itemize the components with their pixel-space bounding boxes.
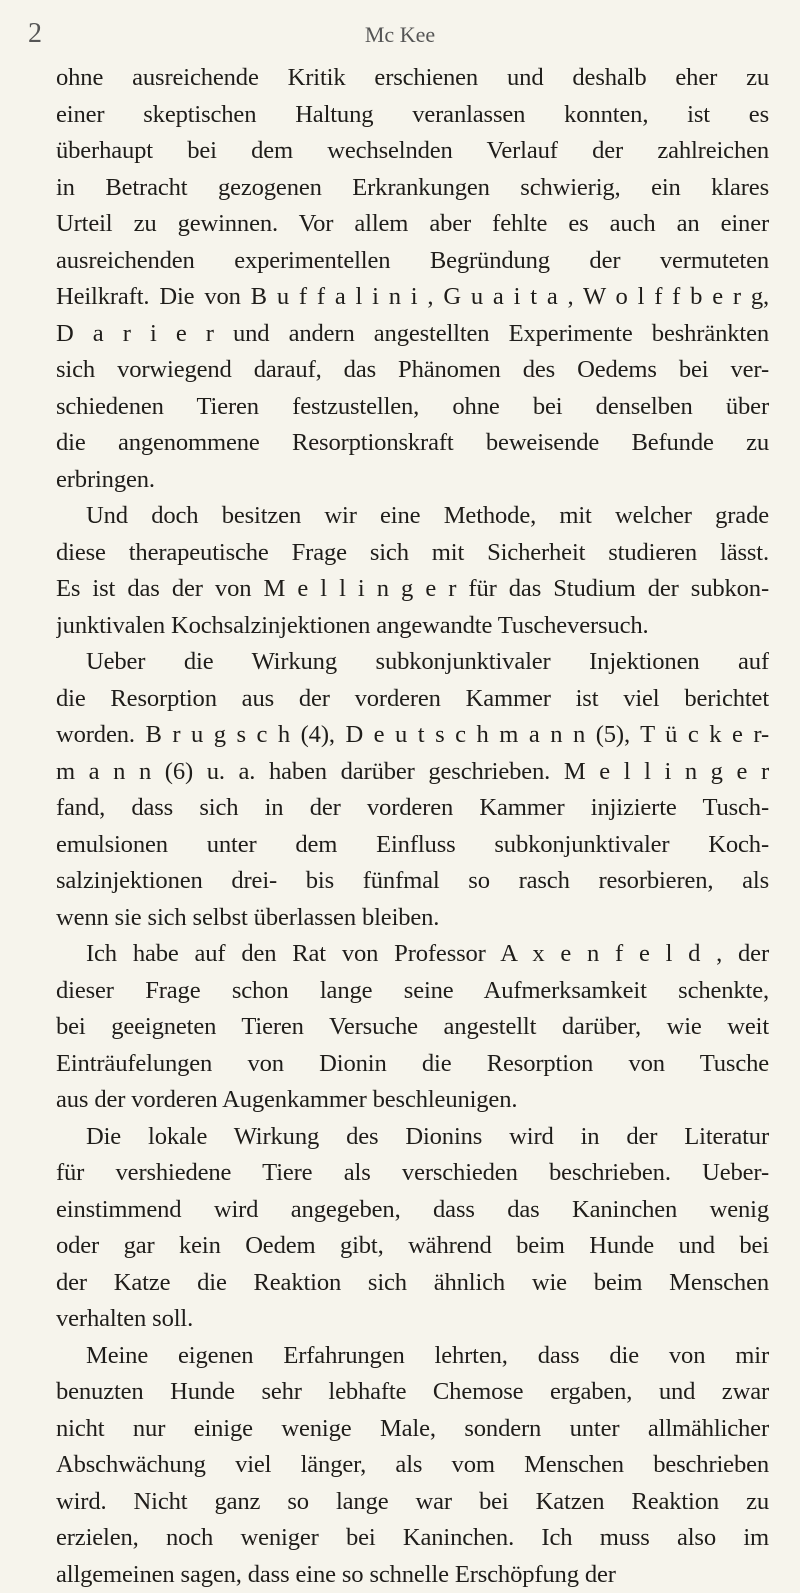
text-line: erbringen.: [56, 462, 769, 499]
text-line: schiedenen Tieren festzustellen, ohne bei denselben über: [56, 389, 769, 426]
text-line: ohne ausreichende Kritik erschienen und deshalb eher zu: [56, 60, 769, 97]
text-line: worden. B r u g s c h (4), D e u t s c h m a n n (5), T ü c k e r-: [56, 717, 769, 754]
text-line: salzinjektionen drei- bis fünfmal so rasch resorbieren, als: [56, 863, 769, 900]
text-line: nicht nur einige wenige Male, sondern unter allmählicher: [56, 1411, 769, 1448]
text-line: sich vorwiegend darauf, das Phänomen des Oedems bei ver-: [56, 352, 769, 389]
text-line: für vershiedene Tiere als verschieden beschrieben. Ueber-: [56, 1155, 769, 1192]
text-line: einstimmend wird angegeben, dass das Kaninchen wenig: [56, 1192, 769, 1229]
text-line: Meine eigenen Erfahrungen lehrten, dass die von mir: [56, 1338, 769, 1375]
text-line: einer skeptischen Haltung veranlassen konnten, ist es: [56, 97, 769, 134]
paragraph: [56, 60, 769, 498]
paragraph: [56, 498, 769, 644]
text-line: Heilkraft. Die von B u f f a l i n i , G u a i t a , W o l f f b e r g,: [56, 279, 769, 316]
text-line: Die lokale Wirkung des Dionins wird in der Literatur: [56, 1119, 769, 1156]
text-line: bei geeigneten Tieren Versuche angestellt darüber, wie weit: [56, 1009, 769, 1046]
text-line: emulsionen unter dem Einfluss subkonjunktivaler Koch-: [56, 827, 769, 864]
text-line: allgemeinen sagen, dass eine so schnelle Erschöpfung der: [56, 1557, 769, 1593]
page-number: 2: [28, 18, 42, 50]
text-line: aus der vorderen Augenkammer beschleunigen.: [56, 1082, 769, 1119]
text-line: wird. Nicht ganz so lange war bei Katzen Reaktion zu: [56, 1484, 769, 1521]
text-line: wenn sie sich selbst überlassen bleiben.: [56, 900, 769, 937]
text-line: fand, dass sich in der vorderen Kammer injizierte Tusch-: [56, 790, 769, 827]
text-line: Und doch besitzen wir eine Methode, mit welcher grade: [56, 498, 769, 535]
text-line: ausreichenden experimentellen Begründung der vermuteten: [56, 243, 769, 280]
paragraph: [56, 1338, 769, 1593]
text-line: D a r i e r und andern angestellten Experimente beshränkten: [56, 316, 769, 353]
text-line: oder gar kein Oedem gibt, während beim Hunde und bei: [56, 1228, 769, 1265]
text-line: Es ist das der von M e l l i n g e r für das Studium der subkon-: [56, 571, 769, 608]
body-text: [56, 60, 769, 1593]
text-line: benuzten Hunde sehr lebhafte Chemose ergaben, und zwar: [56, 1374, 769, 1411]
text-line: verhalten soll.: [56, 1301, 769, 1338]
text-line: die Resorption aus der vorderen Kammer ist viel berichtet: [56, 681, 769, 718]
text-line: dieser Frage schon lange seine Aufmerksamkeit schenkte,: [56, 973, 769, 1010]
text-line: Urteil zu gewinnen. Vor allem aber fehlte es auch an einer: [56, 206, 769, 243]
text-line: m a n n (6) u. a. haben darüber geschrieben. M e l l i n g e r: [56, 754, 769, 791]
paragraph: [56, 644, 769, 936]
text-line: Abschwächung viel länger, als vom Menschen beschrieben: [56, 1447, 769, 1484]
text-line: junktivalen Kochsalzinjektionen angewandte Tuscheversuch.: [56, 608, 769, 645]
text-line: der Katze die Reaktion sich ähnlich wie beim Menschen: [56, 1265, 769, 1302]
text-line: Ueber die Wirkung subkonjunktivaler Injektionen auf: [56, 644, 769, 681]
paragraph: [56, 1119, 769, 1338]
text-line: überhaupt bei dem wechselnden Verlauf der zahlreichen: [56, 133, 769, 170]
text-line: Ich habe auf den Rat von Professor A x e n f e l d , der: [56, 936, 769, 973]
text-line: erzielen, noch weniger bei Kaninchen. Ich muss also im: [56, 1520, 769, 1557]
text-line: Einträufelungen von Dionin die Resorption von Tusche: [56, 1046, 769, 1083]
running-head: Mc Kee: [0, 22, 800, 48]
text-line: in Betracht gezogenen Erkrankungen schwierig, ein klares: [56, 170, 769, 207]
paragraph: [56, 936, 769, 1119]
text-line: die angenommene Resorptionskraft beweisende Befunde zu: [56, 425, 769, 462]
text-line: diese therapeutische Frage sich mit Sicherheit studieren lässt.: [56, 535, 769, 572]
